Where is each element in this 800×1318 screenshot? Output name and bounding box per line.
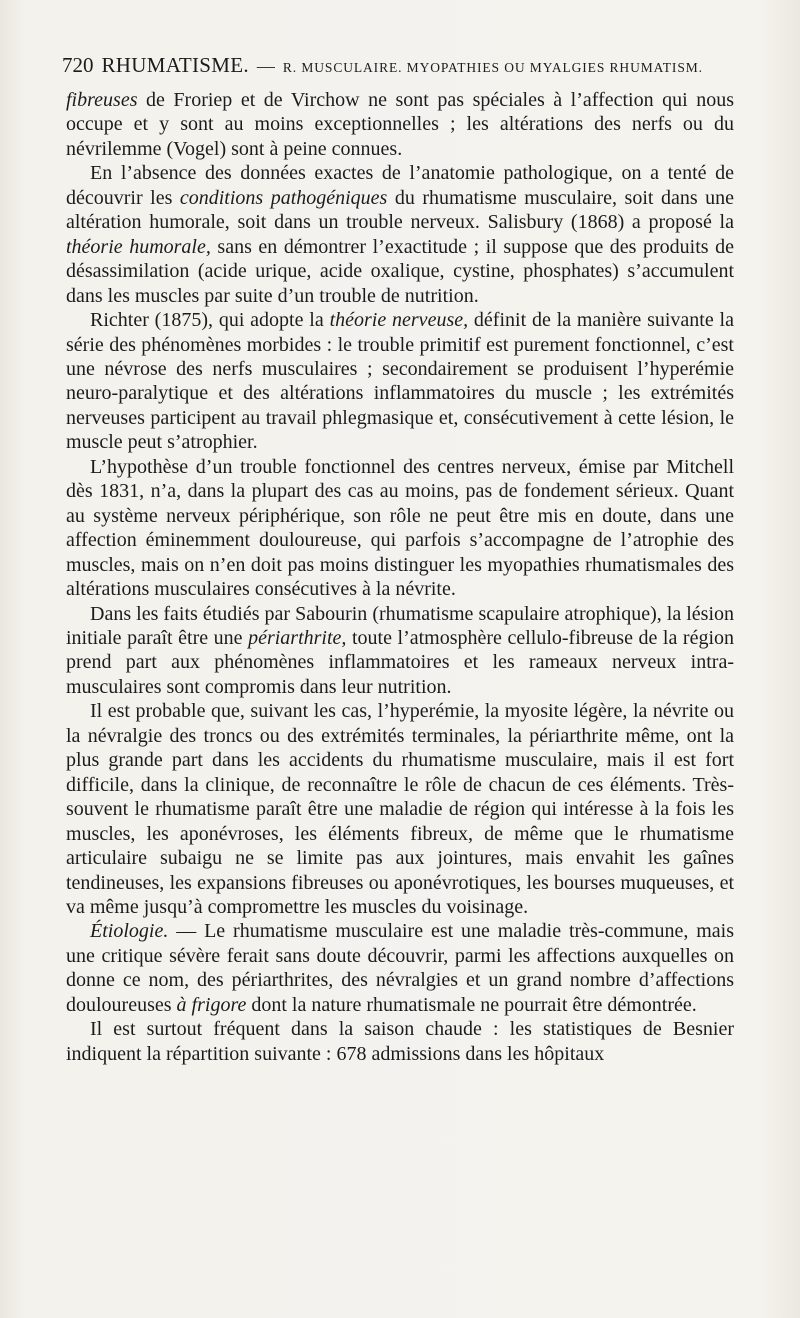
run: Dans les faits étudiés par Sabourin (rhumatisme scapulaire atrophique), la lésion initiale paraît être une [66, 602, 734, 649]
run: Il est surtout fréquent dans la saison chaude : les statistiques de Besnier indiquent la répartition suivante : 678 admissions dans les hôpitaux [66, 1018, 734, 1065]
running-title: RHUMATISME. [101, 53, 249, 77]
body-text [66, 88, 734, 1066]
run: conditions pathogéniques [179, 186, 388, 209]
run: Richter (1875), qui adopte la [90, 309, 330, 332]
section-heading-etiologie: Étiologie. [90, 920, 169, 943]
run: toute l’atmosphère cellulo-fibreuse de la région prend part aux phénomènes inflammatoires et les rameaux nerveux intra-musculaires sont compromis dans leur nutrition. [66, 626, 734, 698]
run: définit de la manière suivante la série des phénomènes morbides : le trouble primitif est purement fonctionnel, c’est une névrose des nerfs musculaires ; secondairement se produisent l’hyperémie neuro-paralytique et des altérations inflammatoires du muscle ; les extrémités nerveuses participent au travail phlegmasique et, consécutivement à cette lésion, le muscle peut s’atrophier. [66, 309, 734, 454]
running-subtitle: R. MUSCULAIRE. MYOPATHIES OU MYALGIES RHUMATISM. [282, 60, 703, 75]
header-dash: — [256, 56, 275, 76]
paragraph-7 [66, 919, 734, 1017]
run: périarthrite, [248, 626, 347, 649]
run: théorie nerveuse, [329, 309, 469, 332]
paragraph-8 [66, 1017, 734, 1066]
run: à frigore [176, 993, 247, 1016]
paragraph-1 [66, 88, 734, 161]
run: de Froriep et de Virchow ne sont pas spéciales à l’affection qui nous occupe et y sont au moins exceptionnelles ; les altérations des nerfs ou du névrilemme (Vogel) sont à peine connues. [66, 89, 734, 160]
running-header [62, 53, 738, 78]
run: fibreuses [66, 89, 138, 111]
paragraph-6 [66, 699, 734, 919]
run: sans en démontrer l’exactitude ; il suppose que des produits de désassimilation (acide urique, acide oxalique, cystine, phosphates) s’accumulent dans les muscles par suite d’un trouble de nutrition. [66, 235, 734, 307]
paragraph-4 [66, 455, 734, 602]
run: dont la nature rhumatismale ne pourrait être démontrée. [246, 993, 697, 1016]
run: du rhumatisme musculaire, soit dans une altération humorale, soit dans un trouble nerveux. Salisbury (1868) a proposé la [66, 186, 734, 234]
run: — Le rhumatisme musculaire est une maladie très-commune, mais une critique sévère ferait sans doute découvrir, parmi les affections auxquelles on donne ce nom, des périarthrites, des névralgies et un grand nombre d’affections douloureuses [66, 920, 734, 1016]
run: théorie humorale, [66, 235, 211, 258]
page-number: 720 [62, 53, 94, 77]
run: L’hypothèse d’un trouble fonctionnel des centres nerveux, émise par Mitchell dès 1831, n’a, dans la plupart des cas au moins, pas de fondement sérieux. Quant au système nerveux périphérique, son rôle ne peut être mis en doute, dans une affection éminemment douloureuse, qui parfois s’accompagne de l’atrophie des muscles, mais on n’en doit pas moins distinguer les myopathies rhumatismales des altérations musculaires consécutives à la névrite. [66, 455, 734, 601]
run: En l’absence des données exactes de l’anatomie pathologique, on a tenté de découvrir les [66, 162, 734, 209]
paragraph-3 [66, 308, 734, 455]
paragraph-2 [66, 161, 734, 308]
paragraph-5 [66, 602, 734, 700]
run: Il est probable que, suivant les cas, l’hyperémie, la myosite légère, la névrite ou la névralgie des troncs ou des extrémités terminales, la périarthrite même, ont la plus grande part dans les accidents du rhumatisme musculaire, mais il est fort difficile, dans la clinique, de reconnaître le rôle de chacun de ces éléments. Très-souvent le rhumatisme paraît être une maladie de région qui intéresse à la fois les muscles, les aponévroses, les éléments fibreux, de même que le rhumatisme articulaire subaigu ne se limite pas aux jointures, mais envahit les gaînes tendineuses, les expansions fibreuses ou aponévrotiques, les bourses muqueuses, et va même jusqu’à compromettre les muscles du voisinage. [66, 700, 734, 918]
